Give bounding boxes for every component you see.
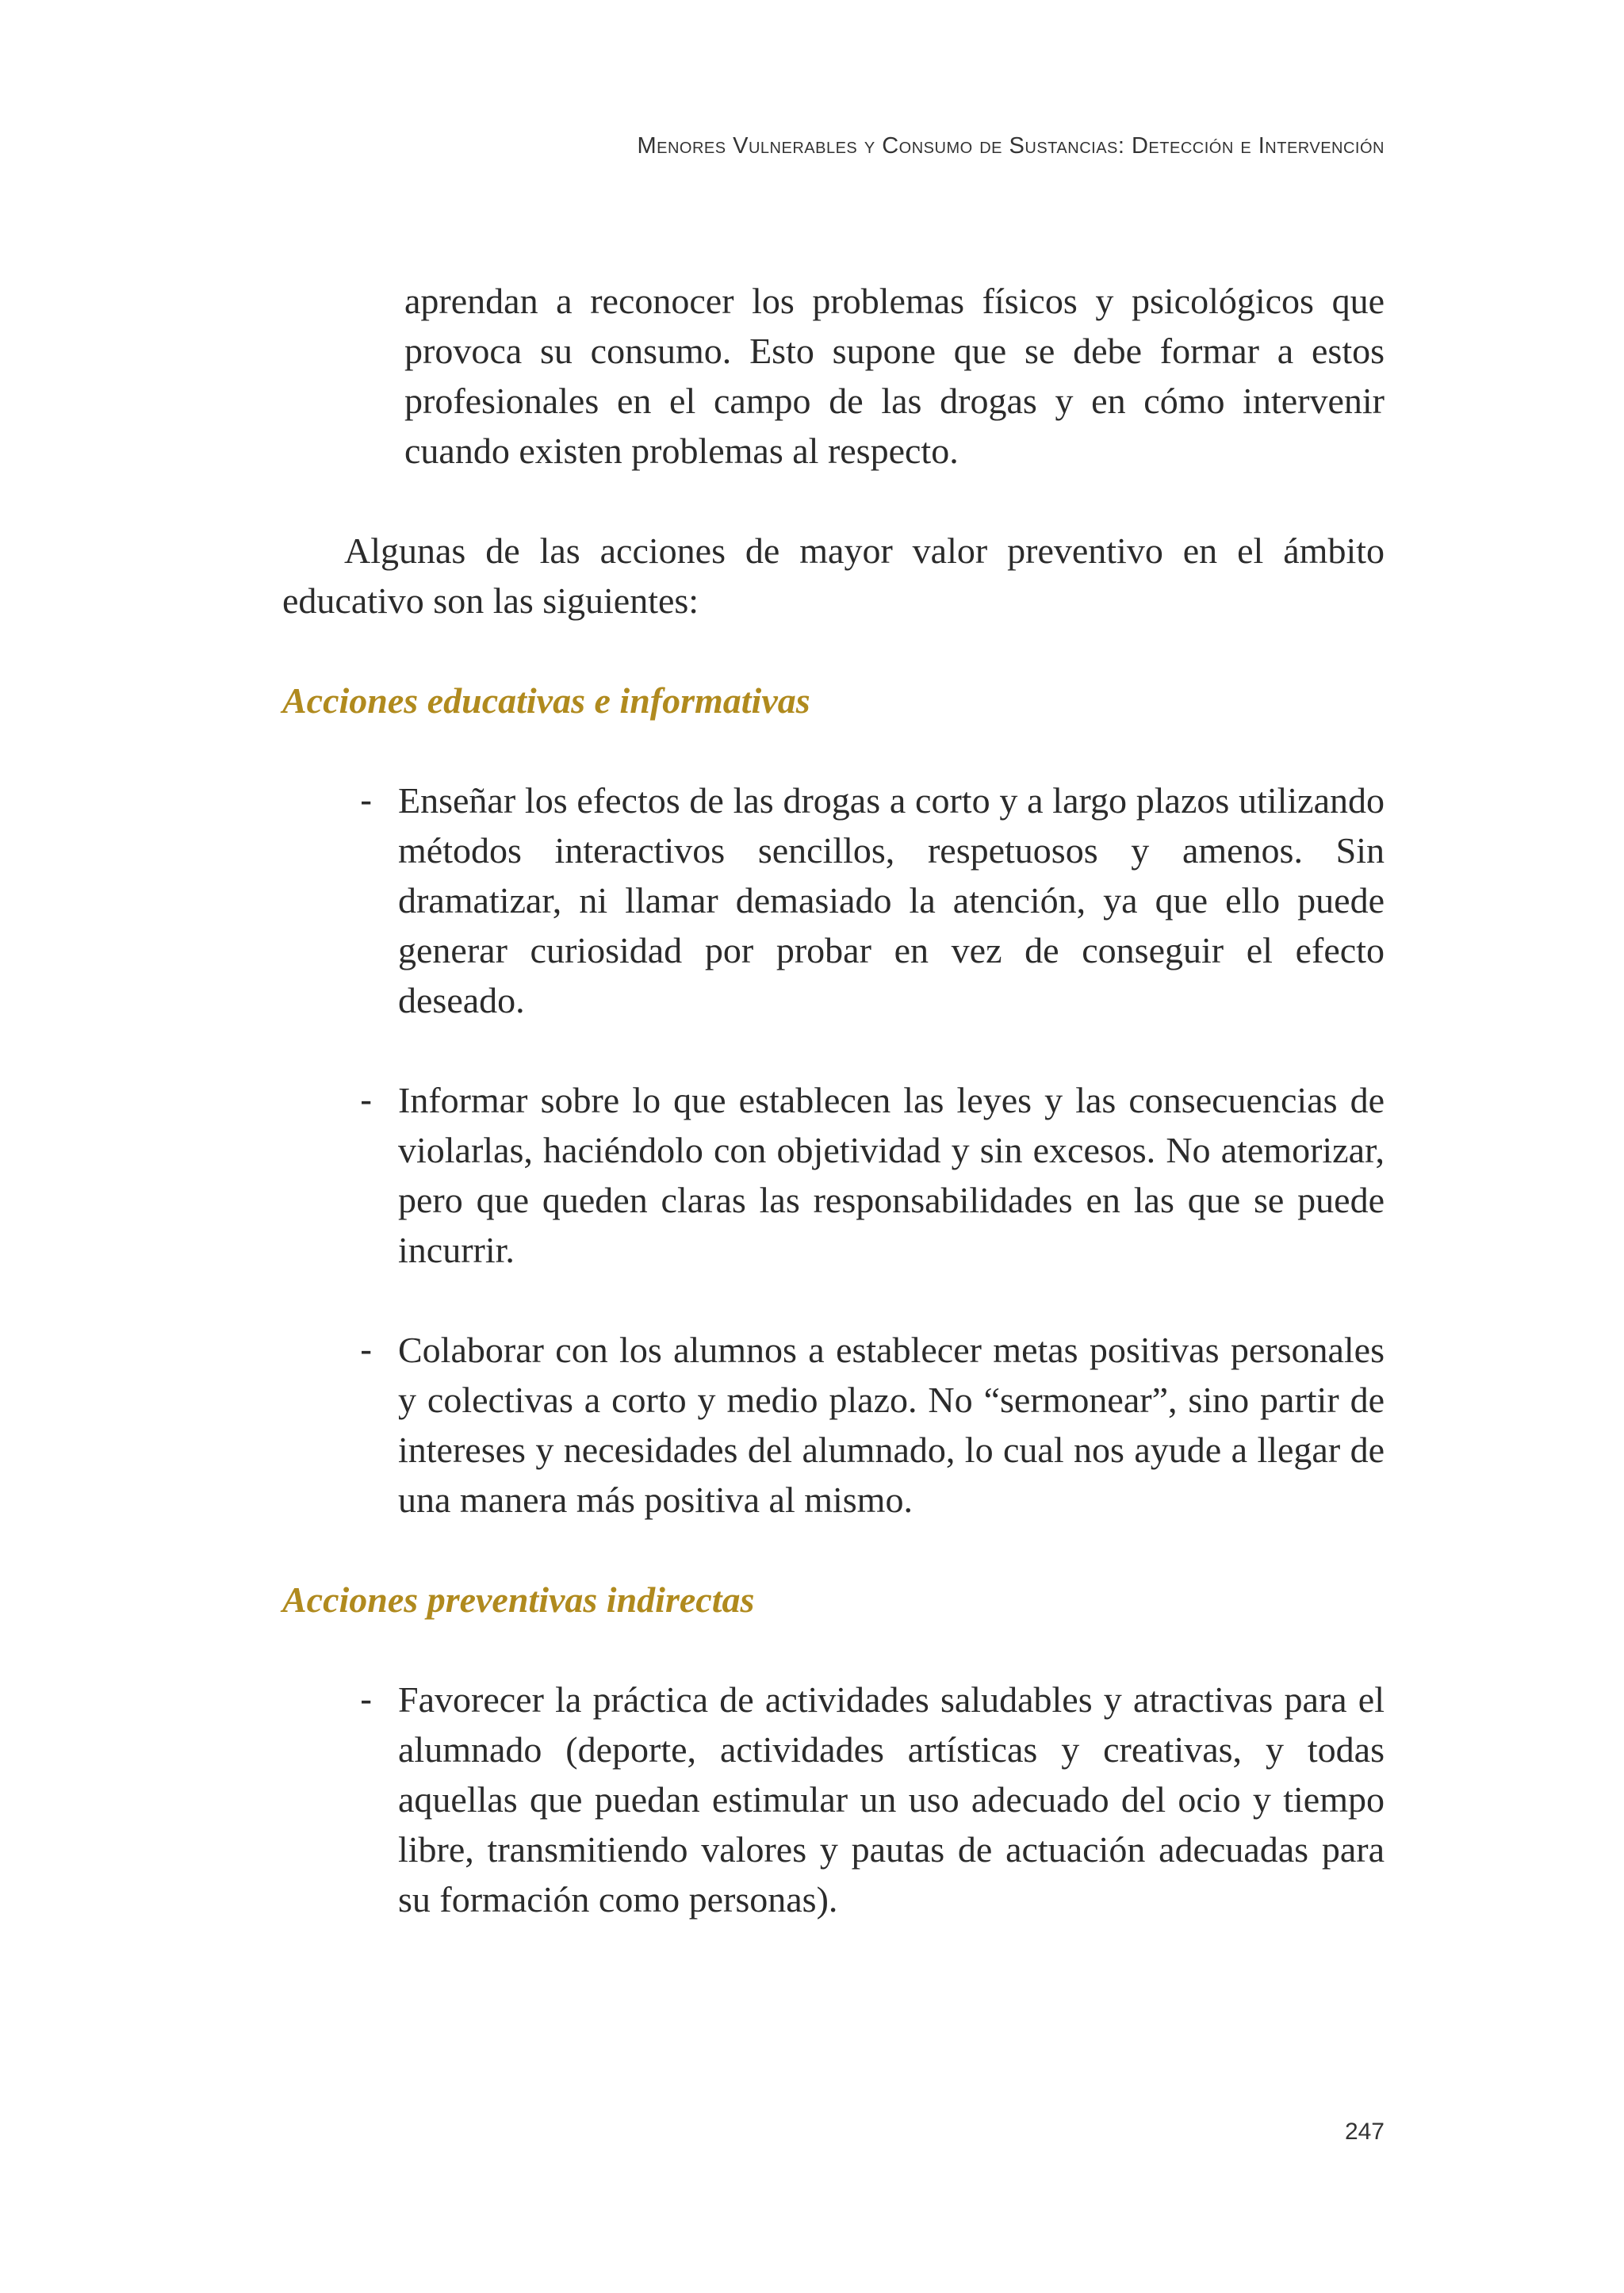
continued-paragraph: aprendan a reconocer los problemas físicos y psicológicos que provoca su consumo. Esto supone que se debe formar a estos profesionales en el campo de las drogas y en cómo intervenir cuando existen problemas al respecto. (404, 281, 1385, 471)
indirect-actions-list (282, 1675, 1385, 1924)
list-item (282, 775, 1385, 1025)
bullet-dash-icon: - (360, 779, 373, 821)
list-item (282, 1075, 1385, 1275)
bullet-dash-icon: - (360, 1679, 373, 1720)
bullet-dash-icon: - (360, 1329, 373, 1370)
section-heading-indirectas: Acciones preventivas indirectas (282, 1579, 755, 1620)
page-content (282, 276, 1385, 1924)
page-number: 247 (1344, 2119, 1385, 2145)
list-item-text: Enseñar los efectos de las drogas a corto y a largo plazos utilizando métodos interactivos sencillos, respetuosos y amenos. Sin dramatizar, ni llamar demasiado la atención, ya que ello puede generar curiosidad por probar en vez de conseguir el efecto deseado. (398, 780, 1385, 1020)
list-item (282, 1675, 1385, 1924)
bullet-dash-icon: - (360, 1079, 373, 1120)
section-heading-educativas: Acciones educativas e informativas (282, 680, 810, 721)
list-item-text: Favorecer la práctica de actividades saludables y atractivas para el alumnado (deporte, actividades artísticas y creativas, y todas aquellas que puedan estimular un uso adecuado del ocio y tiempo libre, transmitiendo valores y pautas de actuación adecuadas para su formación como personas). (398, 1679, 1385, 1920)
list-item (282, 1325, 1385, 1525)
intro-paragraph: Algunas de las acciones de mayor valor preventivo en el ámbito educativo son las siguientes: (282, 530, 1385, 621)
list-item-text: Informar sobre lo que establecen las leyes y las consecuencias de violarlas, haciéndolo con objetividad y sin excesos. No atemorizar, pero que queden claras las responsabilidades en las que se puede incurrir. (398, 1080, 1385, 1270)
list-item-text: Colaborar con los alumnos a establecer metas positivas personales y colectivas a corto y medio plazo. No “sermonear”, sino partir de intereses y necesidades del alumnado, lo cual nos ayude a llegar de una manera más positiva al mismo. (398, 1330, 1385, 1520)
running-header: Menores Vulnerables y Consumo de Sustancias: Detección e Intervención (637, 133, 1385, 159)
educational-actions-list (282, 775, 1385, 1525)
